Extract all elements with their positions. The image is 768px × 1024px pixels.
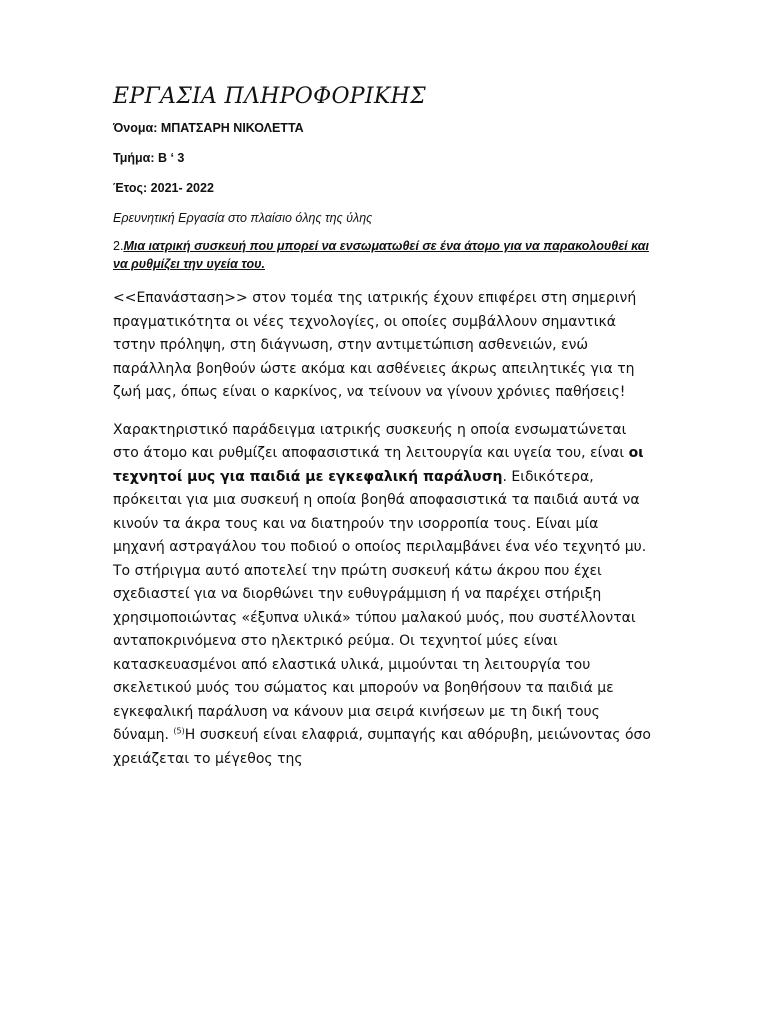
paragraph-2-text-start: Χαρακτηριστικό παράδειγμα ιατρικής συσκευής η οποία ενσωματώνεται στο άτομο και ρυθμίζει αποφασιστικά τη λειτουργία και υγεία του, είναι: [113, 421, 629, 461]
body-paragraph-2: [113, 419, 653, 772]
student-class: Τμήμα: Β ‘ 3: [113, 151, 185, 165]
question-number: 2.: [113, 239, 124, 253]
school-year: Έτος: 2021- 2022: [113, 181, 214, 195]
student-name: Όνομα: ΜΠΑΤΣΑΡΗ ΝΙΚΟΛΕΤΤΑ: [113, 121, 304, 135]
question-text: Μια ιατρική συσκευή που μπορεί να ενσωματωθεί σε ένα άτομο για να παρακολουθεί και να ρυθμίζει την υγεία του.: [113, 239, 649, 271]
document-page: [113, 84, 653, 785]
reference-marker: (5): [173, 726, 185, 736]
body-paragraph-1: <<Επανάσταση>> στον τομέα της ιατρικής έχουν επιφέρει στη σημερινή πραγματικότητα οι νέες τεχνολογίες, οι οποίες συμβάλλουν σημαντικά τστην πρόληψη, στη διάγνωση, στην αντιμετώπιση ασθενειών, ενώ παράλληλα βοηθούν ώστε ακόμα και ασθένειες άκρως απειλητικές για τη ζωή μας, όπως είναι ο καρκίνος, να τείνουν να γίνουν χρόνιες παθήσεις!: [113, 290, 637, 400]
paragraph-2-text-middle: . Ειδικότερα, πρόκειται για μια συσκευή η οποία βοηθά αποφασιστικά τα παιδιά αυτά να κινούν τα άκρα τους και να διατηρούν την ισορροπία τους. Είναι μία μηχανή αστραγάλου του ποδιού ο οποίος περιλαμβάνει ένα νέο τεχνητό μυ. Το στήριγμα αυτό αποτελεί την πρώτη συσκευή κάτω άκρου που έχει σχεδιαστεί για να διορθώνει την ευθυγράμμιση ή να παρέχει στήριξη χρησιμοποιώντας «έξυπνα υλικά» τύπου μαλακού μυός, που συστέλλονται ανταποκρινόμενα στο ηλεκτρικό ρεύμα. Οι τεχνητοί μύες είναι κατασκευασμένοι από ελαστικά υλικά, μιμούνται τη λειτουργία του σκελετικού μυός του σώματος και μπορούν να βοηθήσουν τα παιδιά με εγκεφαλική παράλυση να κάνουν μια σειρά κινήσεων με τη δική τους δύναμη.: [113, 468, 647, 743]
question-heading: [113, 237, 653, 273]
assignment-subtitle: Ερευνητική Εργασία στο πλαίσιο όλης της ύλης: [113, 211, 373, 225]
document-title: ΕΡΓΑΣΙΑ ΠΛΗΡΟΦΟΡΙΚΗΣ: [113, 84, 426, 109]
paragraph-2-text-end: Η συσκευή είναι ελαφριά, συμπαγής και αθόρυβη, μειώνοντας όσο χρειάζεται το μέγεθος της: [113, 727, 651, 767]
paragraph-2-emphasis: οι τεχνητοί μυς για παιδιά με εγκεφαλική παράλυση: [113, 445, 644, 485]
